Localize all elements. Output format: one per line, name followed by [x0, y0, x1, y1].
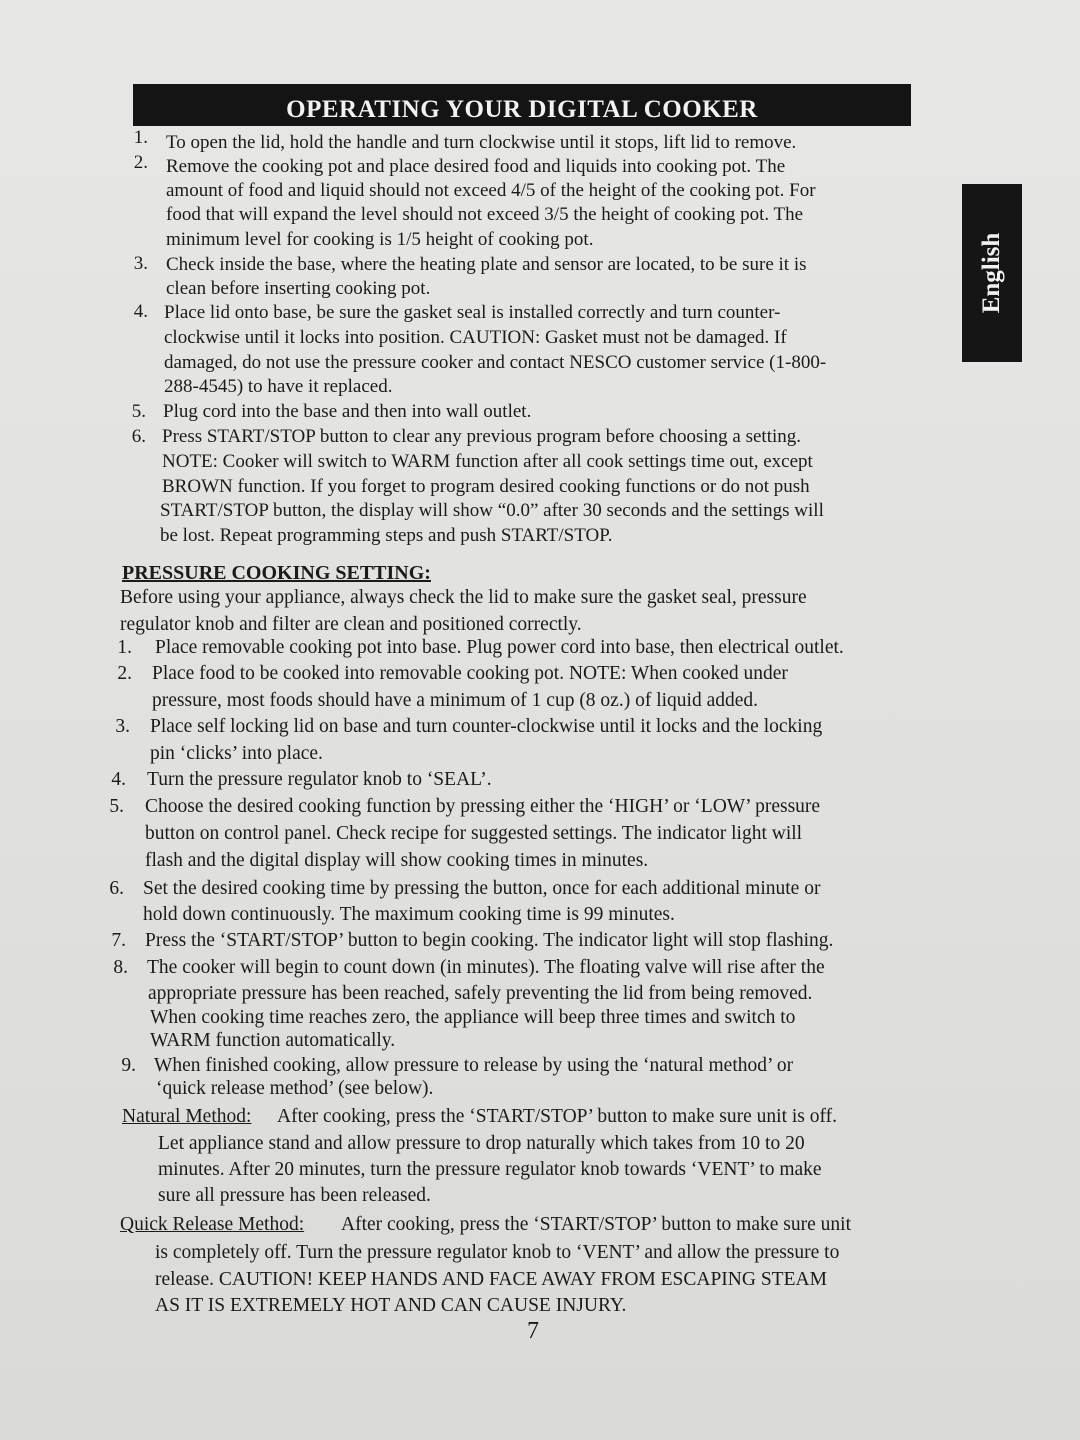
step-number: 1.	[117, 637, 132, 658]
step-line: Set the desired cooking time by pressing the button, once for each additional minute or	[143, 878, 821, 899]
step-line: appropriate pressure has been reached, safely preventing the lid from being removed.	[148, 983, 813, 1004]
step-line: Place food to be cooked into removable cooking pot. NOTE: When cooked under	[152, 663, 788, 684]
page-title-text: OPERATING YOUR DIGITAL COOKER	[286, 96, 758, 123]
intro-line: Before using your appliance, always check the lid to make sure the gasket seal, pressure	[120, 587, 807, 608]
natural-method-line: minutes. After 20 minutes, turn the pressure regulator knob towards ‘VENT’ to make	[158, 1159, 822, 1180]
step-line: clockwise until it locks into position. CAUTION: Gasket must not be damaged. If	[164, 327, 787, 348]
step-number: 5.	[109, 796, 124, 817]
quick-release-line: AS IT IS EXTREMELY HOT AND CAN CAUSE INJURY.	[155, 1295, 627, 1316]
step-line: flash and the digital display will show cooking times in minutes.	[145, 850, 649, 871]
step-number: 8.	[113, 957, 128, 978]
page-title	[133, 84, 911, 126]
step-line: be lost. Repeat programming steps and push START/STOP.	[160, 525, 613, 546]
section-heading: PRESSURE COOKING SETTING:	[122, 562, 431, 584]
step-number: 9.	[121, 1055, 136, 1076]
step-number: 4.	[111, 769, 126, 790]
step-line: Plug cord into the base and then into wall outlet.	[163, 401, 532, 422]
step-number: 3.	[133, 253, 148, 274]
step-line: Press the ‘START/STOP’ button to begin cooking. The indicator light will stop flashing.	[145, 930, 834, 951]
step-line: food that will expand the level should not exceed 3/5 the height of cooking pot. The	[166, 204, 804, 225]
step-line: BROWN function. If you forget to program desired cooking functions or do not push	[162, 476, 810, 497]
step-number: 5.	[131, 401, 146, 422]
step-line: The cooker will begin to count down (in minutes). The floating valve will rise after the	[147, 957, 825, 978]
step-number: 4.	[133, 301, 148, 322]
quick-release-line: is completely off. Turn the pressure regulator knob to ‘VENT’ and allow the pressure to	[155, 1242, 840, 1263]
step-line: damaged, do not use the pressure cooker and contact NESCO customer service (1-800-	[164, 352, 827, 373]
step-line: 288-4545) to have it replaced.	[164, 376, 393, 397]
page-number: 7	[527, 1318, 539, 1344]
step-number: 1.	[133, 127, 148, 148]
step-line: amount of food and liquid should not exceed 4/5 of the height of the cooking pot. For	[166, 180, 816, 201]
step-line: When cooking time reaches zero, the appliance will beep three times and switch to	[150, 1007, 796, 1028]
step-number: 6.	[109, 878, 124, 899]
step-number: 2.	[133, 152, 148, 173]
quick-release-label: Quick Release Method:	[120, 1214, 305, 1235]
natural-method-line: Let appliance stand and allow pressure to drop naturally which takes from 10 to 20	[158, 1133, 805, 1154]
natural-method-line: sure all pressure has been released.	[158, 1185, 431, 1206]
language-tab-label: English	[978, 232, 1005, 314]
step-line: Place self locking lid on base and turn counter-clockwise until it locks and the locking	[150, 716, 823, 737]
step-number: 7.	[111, 930, 126, 951]
step-line: button on control panel. Check recipe for suggested settings. The indicator light will	[145, 823, 803, 844]
step-line: pressure, most foods should have a minimum of 1 cup (8 oz.) of liquid added.	[152, 690, 759, 711]
step-line: When finished cooking, allow pressure to release by using the ‘natural method’ or	[154, 1055, 794, 1076]
quick-release-line: release. CAUTION! KEEP HANDS AND FACE AWAY FROM ESCAPING STEAM	[155, 1269, 827, 1290]
language-tab	[962, 184, 1022, 362]
step-line: hold down continuously. The maximum cooking time is 99 minutes.	[143, 904, 675, 925]
natural-method-label: Natural Method:	[122, 1106, 252, 1127]
step-line: Turn the pressure regulator knob to ‘SEAL’.	[147, 769, 492, 790]
step-line: NOTE: Cooker will switch to WARM function after all cook settings time out, except	[162, 451, 813, 472]
step-line: minimum level for cooking is 1/5 height of cooking pot.	[166, 229, 594, 250]
step-line: clean before inserting cooking pot.	[166, 278, 431, 299]
step-number: 6.	[131, 426, 146, 447]
step-line: Press START/STOP button to clear any previous program before choosing a setting.	[162, 426, 802, 447]
step-line: Remove the cooking pot and place desired food and liquids into cooking pot. The	[166, 156, 786, 177]
intro-line: regulator knob and filter are clean and positioned correctly.	[120, 614, 582, 635]
step-line: Place lid onto base, be sure the gasket seal is installed correctly and turn counter-	[164, 302, 781, 323]
step-line: pin ‘clicks’ into place.	[150, 743, 323, 764]
step-number: 3.	[115, 716, 130, 737]
step-line: Place removable cooking pot into base. Plug power cord into base, then electrical outlet.	[155, 637, 844, 658]
step-line: WARM function automatically.	[150, 1030, 396, 1051]
quick-release-line: After cooking, press the ‘START/STOP’ button to make sure unit	[341, 1214, 851, 1235]
step-line: Check inside the base, where the heating plate and sensor are located, to be sure it is	[166, 254, 807, 275]
step-number: 2.	[117, 663, 132, 684]
step-line: START/STOP button, the display will show “0.0” after 30 seconds and the settings will	[160, 500, 824, 521]
step-line: ‘quick release method’ (see below).	[156, 1078, 434, 1099]
step-line: Choose the desired cooking function by pressing either the ‘HIGH’ or ‘LOW’ pressure	[145, 796, 821, 817]
step-line: To open the lid, hold the handle and turn clockwise until it stops, lift lid to remove.	[166, 132, 797, 153]
natural-method-line: After cooking, press the ‘START/STOP’ button to make sure unit is off.	[277, 1106, 837, 1127]
